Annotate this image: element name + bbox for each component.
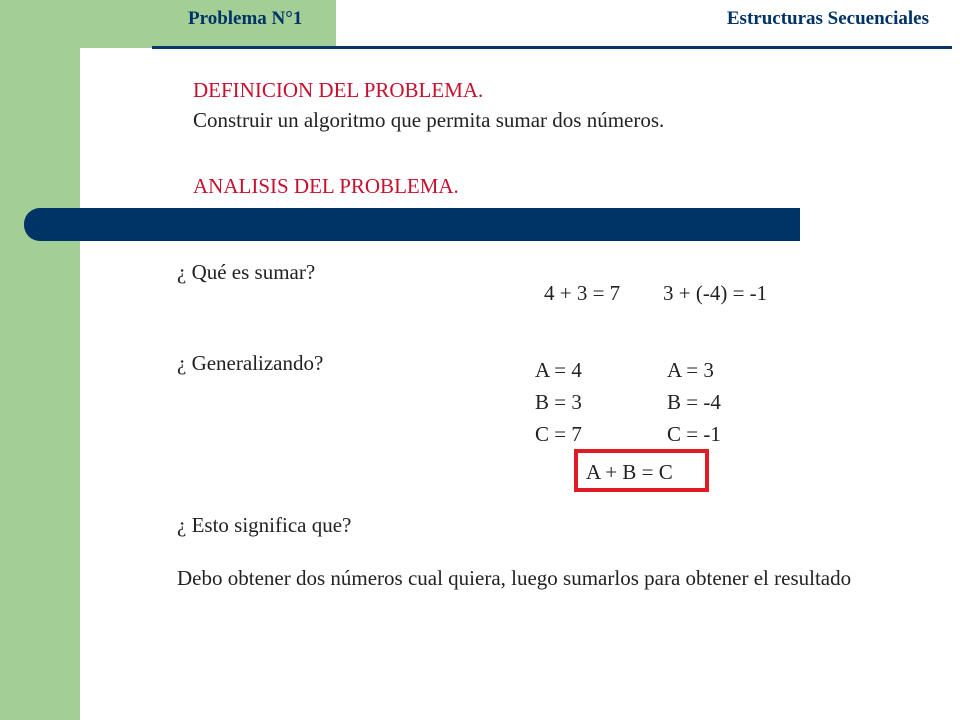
definition-heading: DEFINICION DEL PROBLEMA. [193,78,484,102]
variable-a-set1: A = 4 [535,358,582,382]
variable-c-set2: C = -1 [667,422,721,446]
question-what-is-sum: ¿ Qué es sumar? [177,260,316,284]
question-meaning: ¿ Esto significa que? [177,513,352,537]
slide-problem-number: Problema N°1 [188,8,303,29]
green-side-band [0,0,80,720]
definition-text: Construir un algoritmo que permita sumar dos números. [193,108,665,132]
variable-c-set1: C = 7 [535,422,582,446]
conclusion-text: Debo obtener dos números cual quiera, luego sumarlos para obtener el resultado [177,566,852,590]
header-rule [152,46,952,49]
variable-b-set2: B = -4 [667,390,721,414]
variable-b-set1: B = 3 [535,390,582,414]
example-negative-sum: 3 + (-4) = -1 [663,281,768,305]
question-generalizing: ¿ Generalizando? [177,351,324,375]
example-positive-sum: 4 + 3 = 7 [544,281,621,305]
variable-a-set2: A = 3 [667,358,714,382]
formula-text: A + B = C [586,460,673,484]
analysis-heading: ANALISIS DEL PROBLEMA. [193,174,459,198]
section-divider-bar [24,208,800,241]
slide-topic-title: Estructuras Secuenciales [726,8,929,29]
